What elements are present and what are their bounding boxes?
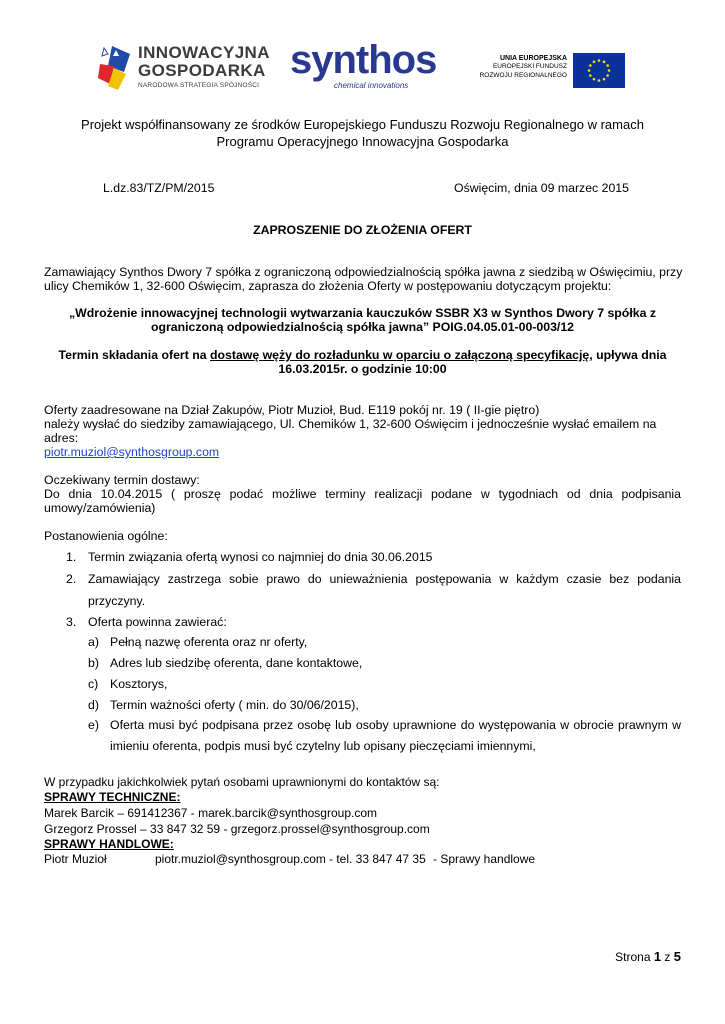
current-page: 1 xyxy=(653,949,662,964)
eu-star-icon xyxy=(593,78,596,81)
trade-contact-phone: - tel. 33 847 47 35 xyxy=(329,852,426,866)
sub-item-letter: b) xyxy=(88,656,99,670)
place-date: Oświęcim, dnia 09 marzec 2015 xyxy=(454,181,629,195)
deadline-line1 xyxy=(0,348,725,362)
innowacyjna-gospodarka-emblem-icon xyxy=(96,44,132,94)
list-item: Zamawiający zastrzega sobie prawo do unieważnienia postępowania w każdym czasie bez podania xyxy=(88,572,681,586)
project-name-line2: ograniczoną odpowiedzialnością spółka jawna” POIG.04.05.01-00-003/12 xyxy=(150,320,575,334)
sub-item-letter: a) xyxy=(88,635,99,649)
eu-star-icon xyxy=(603,78,606,81)
eu-logo-line2: EUROPEJSKI FUNDUSZ xyxy=(492,63,567,70)
intro-line1: Zamawiający Synthos Dwory 7 spółka z ograniczoną odpowiedzialnością spółka jawna z siedzibą w Oświęcimiu, przy xyxy=(44,265,683,279)
synthos-logo xyxy=(290,38,437,94)
sub-item: Kosztorys, xyxy=(110,677,168,691)
deadline-pre: Termin składania ofert na xyxy=(58,348,210,362)
page-of: z xyxy=(664,950,671,964)
eu-star-icon xyxy=(588,69,591,72)
eu-star-icon xyxy=(606,74,609,77)
list-item-continuation: przyczyny. xyxy=(88,594,146,608)
eu-star-icon xyxy=(598,79,601,82)
trade-contact-email: piotr.muziol@synthosgroup.com xyxy=(155,852,326,866)
tech-contact-1: Marek Barcik – 691412367 - marek.barcik@synthosgroup.com xyxy=(44,806,377,820)
page-number xyxy=(615,949,681,964)
ig-logo-line2: GOSPODARKA xyxy=(138,61,266,80)
list-item-number: 3. xyxy=(66,615,77,629)
reference-number: L.dz.83/TZ/PM/2015 xyxy=(103,181,215,195)
contacts-intro: W przypadku jakichkolwiek pytań osobami uprawnionymi do kontaktów są: xyxy=(44,775,440,789)
delivery-line2: umowy/zamówienia) xyxy=(44,501,156,515)
trade-contact-name: Piotr Muzioł xyxy=(44,852,107,866)
document-title: ZAPROSZENIE DO ZŁOŻENIA OFERT xyxy=(253,223,472,237)
eu-logo-line1: UNIA EUROPEJSKA xyxy=(499,55,567,62)
offers-email-link[interactable]: piotr.muziol@synthosgroup.com xyxy=(44,445,220,459)
offers-line3: adres: xyxy=(44,431,79,445)
eu-star-icon xyxy=(589,74,592,77)
eu-star-icon xyxy=(603,61,606,64)
sub-item: Adres lub siedzibę oferenta, dane kontaktowe, xyxy=(110,656,363,670)
sub-item-continuation: imieniu oferenta, podpis musi być czytelny lub opisany pieczęciami imiennymi, xyxy=(110,739,536,753)
trade-contact-note: - Sprawy handlowe xyxy=(433,852,536,866)
sub-item: Termin ważności oferty ( min. do 30/06/2015), xyxy=(110,698,359,712)
tech-contact-2: Grzegorz Prossel – 33 847 32 59 - grzegorz.prossel@synthosgroup.com xyxy=(44,822,430,836)
eu-star-icon xyxy=(606,64,609,67)
offers-line2: należy wysłać do siedziby zamawiającego, Ul. Chemików 1, 32-600 Oświęcim i jednocześnie wysłać emailem na xyxy=(44,417,657,431)
eu-star-icon xyxy=(589,64,592,67)
deadline-post: , upływa dnia xyxy=(589,348,667,362)
eu-star-icon xyxy=(598,59,601,62)
general-heading: Postanowienia ogólne: xyxy=(44,529,168,543)
tech-contacts-heading: SPRAWY TECHNICZNE: xyxy=(44,790,181,804)
project-funding-line1: Projekt współfinansowany ze środków Europejskiego Funduszu Rozwoju Regionalnego w ramach xyxy=(81,117,644,132)
list-item: Termin związania ofertą wynosi co najmniej do dnia 30.06.2015 xyxy=(88,550,433,564)
eu-star-icon xyxy=(593,61,596,64)
list-item: Oferta powinna zawierać: xyxy=(88,615,227,629)
sub-item-letter: e) xyxy=(88,718,99,732)
page-label: Strona xyxy=(615,950,651,964)
eu-flag-icon xyxy=(573,53,625,88)
eu-star-icon xyxy=(608,69,611,72)
project-funding-line2: Programu Operacyjnego Innowacyjna Gospodarka xyxy=(216,134,509,149)
project-name-line1: „Wdrożenie innowacyjnej technologii wytwarzania kauczuków SSBR X3 w Synthos Dwory 7 spółka z xyxy=(69,306,656,320)
deadline-subject: dostawę węży do rozładunku w oparciu o załączoną specyfikację xyxy=(210,348,590,362)
deadline-date: 16.03.2015r. o godzinie 10:00 xyxy=(278,362,447,376)
synthos-logo-word: synthos xyxy=(290,38,437,82)
delivery-heading: Oczekiwany termin dostawy: xyxy=(44,473,200,487)
eu-logo-line3: ROZWOJU REGIONALNEGO xyxy=(479,71,567,79)
sub-item-letter: c) xyxy=(88,677,99,691)
eu-logo xyxy=(480,53,625,89)
intro-line2: ulicy Chemików 1, 32-600 Oświęcim, zaprasza do złożenia Oferty w postępowaniu dotyczącym projektu: xyxy=(44,279,612,293)
list-item-number: 2. xyxy=(66,572,77,586)
project-funding-note xyxy=(0,116,725,150)
total-pages: 5 xyxy=(673,949,681,964)
ig-logo-line3: NARODOWA STRATEGIA SPÓJNOŚCI xyxy=(138,82,260,89)
ig-logo-line1: INNOWACYJNA xyxy=(138,43,270,62)
sub-item: Oferta musi być podpisana przez osobę lub osoby uprawnione do występowania w obrocie prawnym w xyxy=(110,718,681,732)
delivery-line1: Do dnia 10.04.2015 ( proszę podać możliwe terminy realizacji podane w tygodniach od dnia podpisania xyxy=(44,487,681,501)
sub-item-letter: d) xyxy=(88,698,99,712)
offers-line1: Oferty zaadresowane na Dział Zakupów, Piotr Muzioł, Bud. E119 pokój nr. 19 ( II-gie piętro) xyxy=(44,403,540,417)
innowacyjna-gospodarka-logo xyxy=(96,42,270,96)
sub-item: Pełną nazwę oferenta oraz nr oferty, xyxy=(110,635,308,649)
synthos-logo-tagline: chemical innovations xyxy=(334,81,409,90)
trade-contacts-heading: SPRAWY HANDLOWE: xyxy=(44,837,174,851)
list-item-number: 1. xyxy=(66,550,77,564)
